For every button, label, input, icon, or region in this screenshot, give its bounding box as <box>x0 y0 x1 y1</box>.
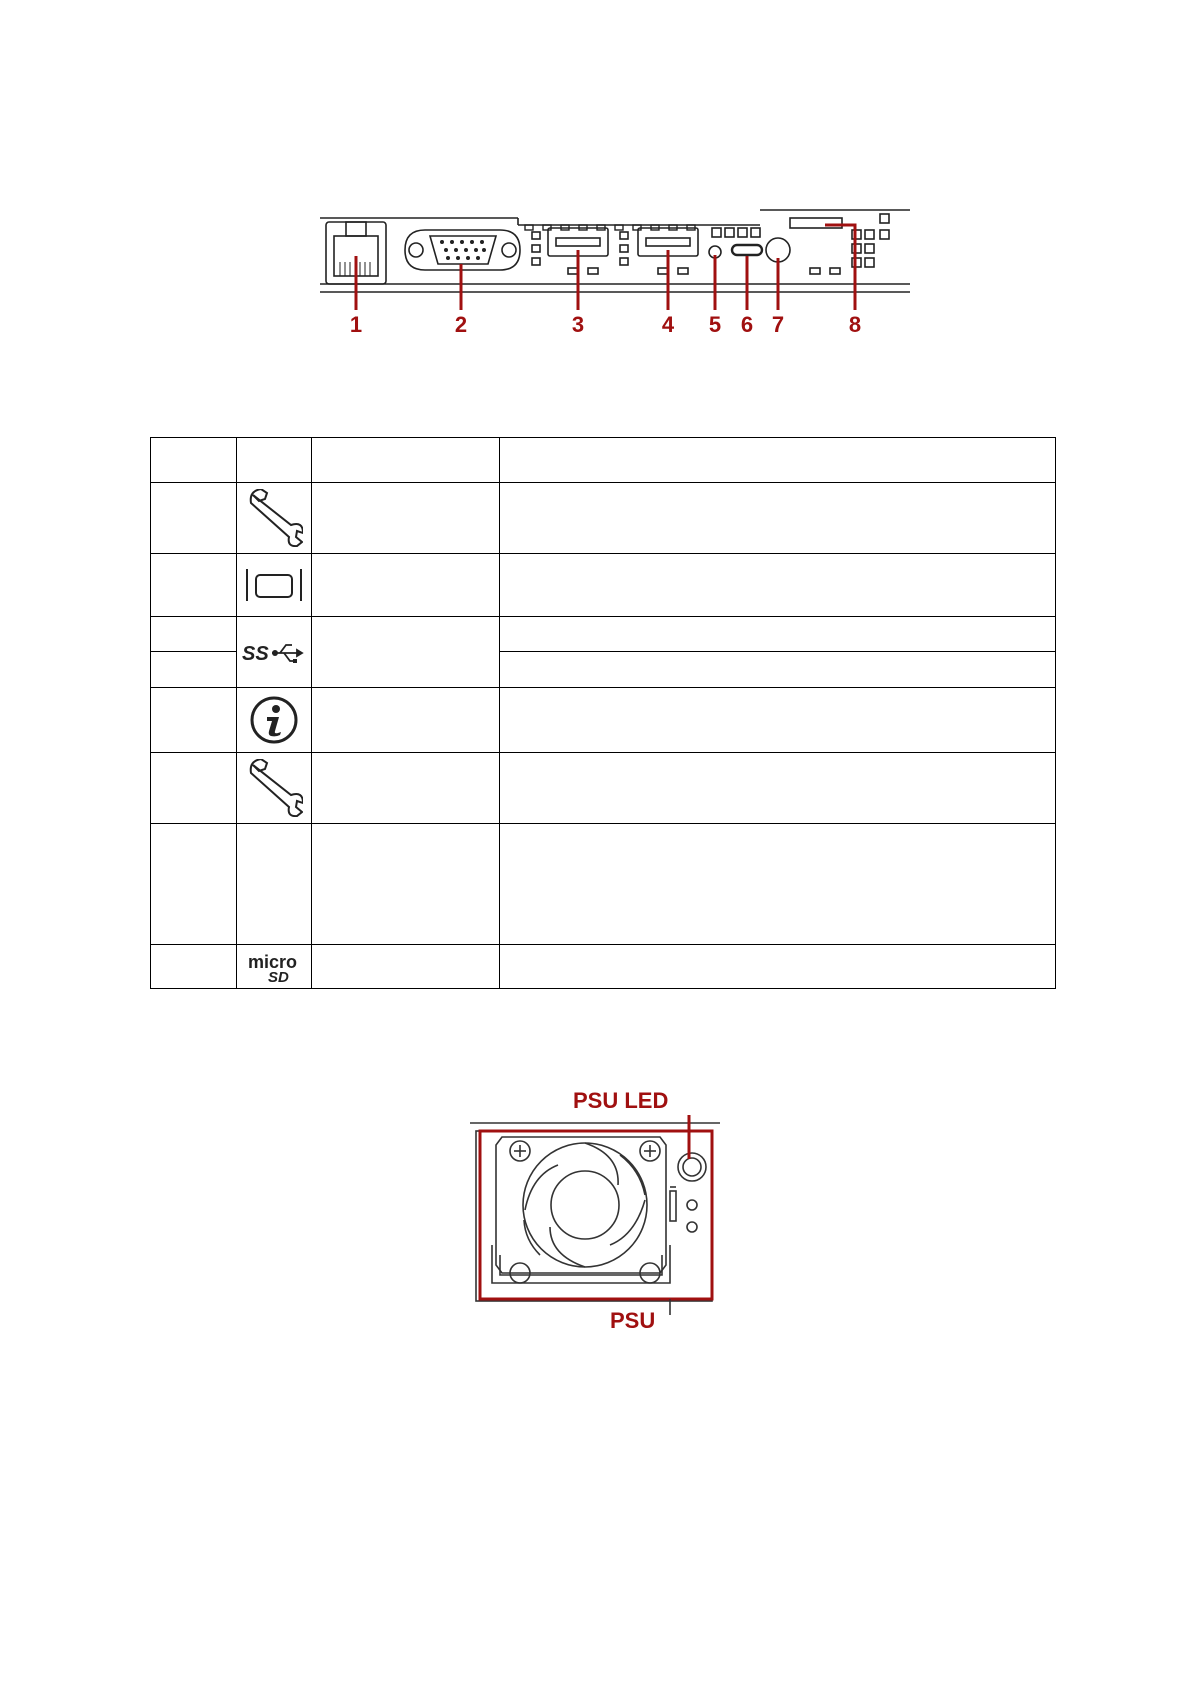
ports-table <box>150 437 1056 989</box>
table-row <box>151 945 1056 989</box>
callout-1: 1 <box>349 312 363 337</box>
micro-sd-icon <box>246 951 302 983</box>
table-cell <box>151 554 237 617</box>
header-cell <box>312 438 500 483</box>
table-cell <box>151 688 237 753</box>
table-header-row <box>151 438 1056 483</box>
table-cell <box>312 753 500 824</box>
table-cell <box>151 617 237 652</box>
psu-label: PSU <box>610 1308 656 1333</box>
table-cell <box>312 824 500 945</box>
monitor-icon <box>244 567 304 603</box>
psu-drawing <box>470 1115 730 1315</box>
callout-4: 4 <box>661 312 675 337</box>
table-cell <box>151 652 237 688</box>
psu-figure <box>470 1115 730 1375</box>
table-row <box>151 824 1056 945</box>
svg-text:SD: SD <box>268 968 289 983</box>
table-row <box>151 617 1056 652</box>
usb-superspeed-icon <box>242 637 306 667</box>
callout-5: 5 <box>708 312 722 337</box>
wrench-icon <box>245 759 303 817</box>
header-cell <box>500 438 1056 483</box>
info-icon <box>249 695 299 745</box>
header-cell <box>151 438 237 483</box>
table-cell <box>312 945 500 989</box>
psu-led-label: PSU LED <box>573 1088 669 1113</box>
table-cell <box>151 824 237 945</box>
table-cell <box>500 753 1056 824</box>
header-cell <box>237 438 312 483</box>
table-cell <box>500 945 1056 989</box>
table-cell <box>312 688 500 753</box>
table-cell <box>312 554 500 617</box>
table-cell <box>151 483 237 554</box>
wrench-icon <box>245 489 303 547</box>
table-cell <box>500 617 1056 652</box>
table-cell <box>237 824 312 945</box>
table-cell <box>500 824 1056 945</box>
callout-3: 3 <box>571 312 585 337</box>
table-row <box>151 483 1056 554</box>
svg-text:SS: SS <box>242 643 269 665</box>
table-cell <box>312 483 500 554</box>
callout-6: 6 <box>740 312 754 337</box>
table-cell <box>500 688 1056 753</box>
table-row <box>151 753 1056 824</box>
table-row <box>151 554 1056 617</box>
callout-8: 8 <box>848 312 862 337</box>
table-row <box>151 688 1056 753</box>
callout-2: 2 <box>454 312 468 337</box>
rear-panel-drawing <box>320 200 910 310</box>
table-cell <box>500 652 1056 688</box>
callout-7: 7 <box>771 312 785 337</box>
table-cell <box>500 554 1056 617</box>
rear-panel-figure <box>320 200 910 340</box>
table-cell <box>500 483 1056 554</box>
table-cell <box>312 617 500 688</box>
svg-text:micro: micro <box>248 951 298 972</box>
table-cell <box>151 945 237 989</box>
table-cell <box>151 753 237 824</box>
